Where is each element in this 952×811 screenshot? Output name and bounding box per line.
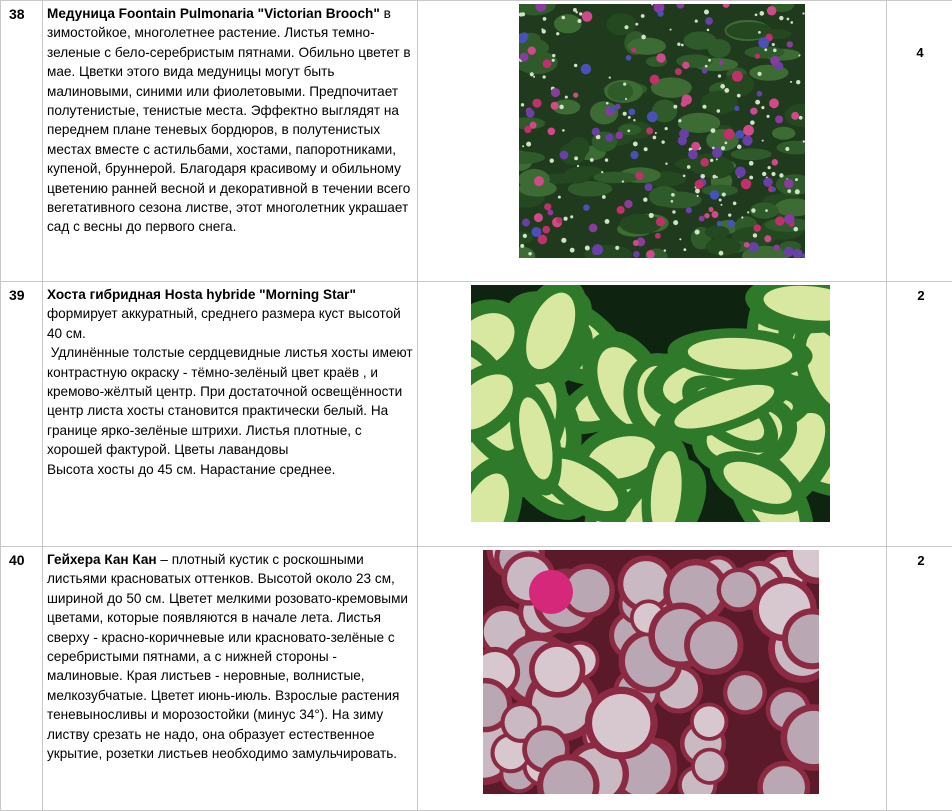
table-row (1, 1, 952, 282)
plant-text: – плотный кустик с роскошными листьями красноватых оттенков. Высотой около 23 см, шириной до 50 см. Цветет мелкими розовато-кремовыми цветами, которые появляются в начале лета. Листья сверху - красно-коричневые или красновато-зелёные с серебристыми пятнами, а с нижней стороны - малиновые. Края листьев - неровные, волнистые, мелкозубчатые. Цветет июнь-июль. Взрослые растения теневыносливы и морозостойки (минус 34°). На зиму листву срезать не надо, она образует естественное укрытие, розетки листьев необходимо замульчировать. (47, 552, 408, 761)
pulmonaria-photo (519, 4, 805, 258)
plant-text: в зимостойкое, многолетнее растение. Листья темно-зеленые с бело-серебристым пятнами. Обильно цветет в мае. Цветки этого вида медуницы могут быть малиновыми, синими или фиолетовыми. Предпочитает полутенистые, тенистые места. Эффектно выглядят на переднем плане теневых бордюров, в полутенистых местах вместе с астильбами, хостами, папоротниками, купеной, бруннерой. Благодаря красивому и обильному цветению ранней весной и декоративной в течении всего вегетативного сезона листве, этот многолетник украшает сад с весны до первого снега. (47, 6, 411, 234)
plant-description (43, 547, 418, 811)
photo-cell (418, 547, 887, 811)
photo-cell (418, 1, 887, 282)
row-number: 39 (1, 282, 43, 547)
hosta-photo (471, 285, 830, 522)
table-row (1, 282, 952, 547)
photo-cell (418, 282, 887, 547)
plant-description (43, 1, 418, 282)
row-number: 40 (1, 547, 43, 811)
table-row (1, 547, 952, 811)
row-number: 38 (1, 1, 43, 282)
plant-text: формирует аккуратный, среднего размера куст высотой 40 см. Удлинённые толстые сердцевидные листья хосты имеют контрастную окраску - тёмно-зелёный цвет краёв , и кремово-жёлтый центр. При достаточной освещённости центр листа хосты становится практически белый. На границе ярко-зелёные штрихи. Листья плотные, с хорошей фактурой. Цветы лавандовы Высота хосты до 45 см. Нарастание среднее. (47, 306, 416, 476)
plant-title: Медуница Foontain Pulmonaria "Victorian Brooch" (47, 6, 380, 21)
quantity: 2 (887, 282, 952, 547)
plant-title: Хоста гибридная Hosta hybride "Morning Star" (47, 287, 356, 302)
plant-title: Гейхера Кан Кан (47, 552, 157, 567)
heuchera-photo (483, 550, 819, 794)
plant-description (43, 282, 418, 547)
quantity: 2 (887, 547, 952, 811)
quantity: 4 (887, 1, 952, 282)
